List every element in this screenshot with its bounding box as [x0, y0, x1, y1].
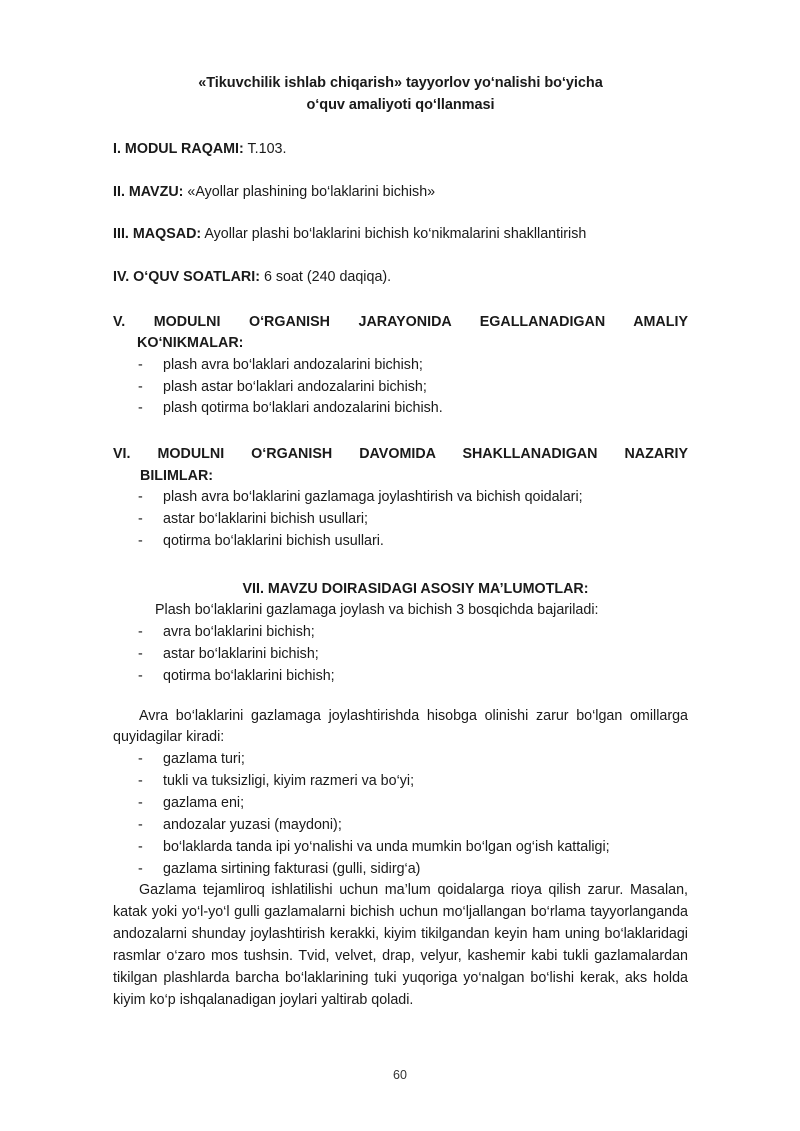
list-item-label: plash avra bo‘laklari andozalarini bichish; — [163, 356, 423, 373]
dash-bullet-icon: - — [138, 356, 143, 373]
section-theoretical-knowledge-heading-line-1: VI. MODULNI O‘RGANISH DAVOMIDA SHAKLLANADIGAN NAZARIY — [113, 446, 688, 463]
dash-bullet-icon: - — [138, 645, 143, 662]
list-item-label: astar bo‘laklarini bichish usullari; — [163, 511, 369, 527]
list-item — [113, 771, 688, 793]
list-item — [113, 487, 688, 509]
section-hours-value: 6 soat (240 daqiqa). — [263, 269, 392, 286]
section-theoretical-knowledge-heading — [113, 444, 688, 487]
section-hours — [113, 267, 688, 288]
dash-bullet-icon: - — [138, 773, 143, 790]
list-item-label: tukli va tuksizligi, kiyim razmeri va bo‘yi; — [163, 773, 415, 790]
dash-bullet-icon: - — [138, 489, 143, 506]
list-item — [113, 815, 688, 837]
section-topic — [113, 182, 688, 203]
dash-bullet-icon: - — [138, 400, 143, 417]
title-line-1: «Tikuvchilik ishlab chiqarish» tayyorlov yo‘nalishi bo‘yicha — [198, 75, 603, 91]
list-item-label: plash astar bo‘laklari andozalarini bichish; — [163, 378, 427, 395]
list-item — [113, 509, 688, 531]
dash-bullet-icon: - — [138, 795, 143, 812]
list-item — [113, 377, 688, 399]
dash-bullet-icon: - — [138, 378, 143, 395]
section-practical-skills-heading-line-1: V. MODULNI O‘RGANISH JARAYONIDA EGALLANADIGAN AMALIY — [113, 313, 688, 330]
section-goal — [113, 224, 688, 245]
dash-bullet-icon: - — [138, 624, 143, 641]
main-info-list — [113, 622, 688, 688]
page-number: 60 — [393, 1068, 407, 1082]
list-item — [113, 793, 688, 815]
list-item-label: qotirma bo‘laklarini bichish; — [163, 667, 335, 684]
closing-paragraph: Gazlama tejamliroq ishlatilishi uchun ma’lum qoidalarga rioya qilish zarur. Masalan, katak yoki yo‘l-yo‘l gulli gazlamalarni bichish uchun mo‘ljallangan bo‘rlama tayyorlanganda andozalarni shunday joylashtirish kerakki, kiyim tikilgandan keyin ham uning bo‘laklaridagi rasmlar o‘zaro mos tushsin. Tvid, velvet, drap, velyur, kashemir kabi tukli gazlamalardan tikilgan plashlarda barcha bo‘laklarining tuki yuqoriga yo‘nalgan bo‘lishi kerak, aks holda kiyim ko‘p ishqalanadigan joylari yaltirab qoladi. — [113, 882, 688, 1008]
dash-bullet-icon: - — [138, 751, 143, 768]
dash-bullet-icon: - — [138, 816, 143, 833]
page-title — [113, 0, 688, 117]
practical-skills-list — [113, 355, 688, 421]
section-module-number — [113, 139, 688, 160]
section-main-info-lead: Plash bo‘laklarini gazlamaga joylash va bichish 3 bosqichda bajariladi: — [155, 602, 599, 619]
section-main-info-heading: VII. MAVZU DOIRASIDAGI ASOSIY MA’LUMOTLAR: — [242, 580, 589, 597]
section-practical-skills-heading-line-2: KO‘NIKMALAR: — [137, 335, 244, 352]
dash-bullet-icon: - — [138, 532, 143, 549]
list-item — [113, 355, 688, 377]
list-item-label: gazlama eni; — [163, 795, 245, 812]
list-item-label: avra bo‘laklarini bichish; — [163, 624, 315, 641]
list-item-label: plash avra bo‘laklarini gazlamaga joylashtirish va bichish qoidalari; — [163, 489, 583, 506]
factors-intro-paragraph: Avra bo‘laklarini gazlamaga joylashtirishda hisobga olinishi zarur bo‘lgan omillarga quyidagilar kiradi: — [113, 707, 688, 746]
factors-list — [113, 749, 688, 880]
section-goal-label: III. MAQSAD: — [113, 226, 202, 243]
section-module-number-label: I. MODUL RAQAMI: — [113, 140, 244, 157]
list-item-label: bo‘laklarda tanda ipi yo‘nalishi va unda mumkin bo‘lgan og‘ish kattaligi; — [163, 838, 610, 855]
list-item-label: plash qotirma bo‘laklari andozalarini bichish. — [163, 400, 443, 417]
dash-bullet-icon: - — [138, 860, 143, 877]
section-theoretical-knowledge-heading-line-2: BILIMLAR: — [140, 467, 214, 484]
dash-bullet-icon: - — [138, 667, 143, 684]
section-topic-label: II. MAVZU: — [113, 183, 184, 200]
list-item-label: gazlama sirtining fakturasi (gulli, sidirg‘a) — [163, 860, 421, 877]
section-module-number-value: T.103. — [247, 140, 287, 157]
list-item-label: astar bo‘laklarini bichish; — [163, 645, 319, 662]
list-item — [113, 531, 688, 553]
document-page — [113, 0, 688, 1131]
list-item-label: gazlama turi; — [163, 751, 245, 768]
dash-bullet-icon: - — [138, 511, 143, 527]
list-item-label: qotirma bo‘laklarini bichish usullari. — [163, 532, 384, 549]
list-item — [113, 666, 688, 688]
list-item — [113, 644, 688, 666]
list-item — [113, 837, 688, 859]
list-item — [113, 622, 688, 644]
section-practical-skills-heading — [113, 312, 688, 355]
theoretical-knowledge-list — [113, 487, 688, 553]
list-item — [113, 398, 688, 420]
section-topic-value: «Ayollar plashining bo‘laklarini bichish» — [187, 183, 436, 200]
list-item-label: andozalar yuzasi (maydoni); — [163, 816, 342, 833]
list-item — [113, 749, 688, 771]
section-hours-label: IV. O‘QUV SOATLARI: — [113, 269, 260, 286]
list-item — [113, 859, 688, 881]
dash-bullet-icon: - — [138, 838, 143, 855]
title-line-2: o‘quv amaliyoti qo‘llanmasi — [306, 97, 495, 114]
section-goal-value: Ayollar plashi bo‘laklarini bichish ko‘nikmalarini shakllantirish — [204, 226, 587, 243]
